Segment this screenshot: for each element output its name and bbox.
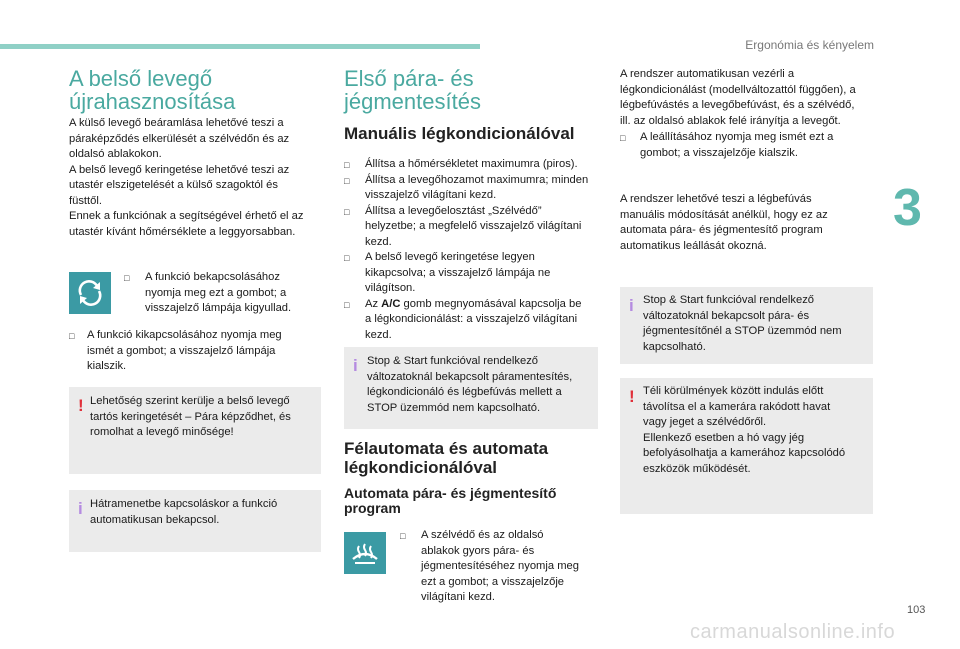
ac-bullet-line: Az A/C gomb megnyomásával kapcsolja be [365,297,582,310]
col1-title: A belső levegő újrahasznosítása [69,66,236,114]
bullet-marker-icon: □ [400,531,406,541]
info-icon: i [78,499,83,518]
recirc-off-bullet: □ A funkció kikapcsolásához nyomja meg ismét a gombot; a visszajelző lámpája kialszik. [69,329,282,372]
list-item: □ A belső levegő keringetése legyen kikapcsolva; a visszajelző lámpája ne világítson. [344,251,551,294]
defrost-stop-start-info-box: i Stop & Start funkcióval rendelkező változatoknál bekapcsolt pára- és jégmentesítőnél a STOP üzemmód nem kapcsolható. [620,287,873,364]
bullet-marker-icon: □ [344,160,350,170]
col2-title: Első pára- és jégmentesítés [344,66,481,114]
stop-start-info-box: i Stop & Start funkcióval rendelkező változatoknál bekapcsolt páramentesítés, légkondicionáló és légbefúvás mellett a STOP üzemmód nem kapcsolható. [344,347,598,429]
windshield-defrost-icon [344,532,386,574]
bullet-marker-icon: □ [344,299,350,310]
air-recirculation-icon [69,272,111,314]
warning-icon: ! [629,387,635,406]
col1-intro: A külső levegő beáramlása lehetővé teszi a páraképződés elkerülését a szélvédőn és az oldalsó ablakokon. A belső levegő keringetése lehetővé teszi az utastér elszigetelését a külső szagoktól és füsttől. Ennek a funkciónak a segítségével érhető el az utastér kívánt hőmérséklete a leggyorsabban. [69,117,304,238]
list-item: □ Állítsa a levegőhozamot maximumra; minden visszajelző világítani kezd. [344,173,589,201]
auto-defrost-heading: Automata pára- és jégmentesítő program [344,485,557,516]
reverse-info-box: i Hátramenetbe kapcsoláskor a funkció automatikusan bekapcsol. [69,490,321,552]
warning-icon: ! [78,396,84,415]
auto-system-description: A rendszer automatikusan vezérli a légkondicionálást (modellváltozattól függően), a légbefúvástés a levegőbefúvást, és a szélvédő, ill. az oldalsó ablakok felé irányítja a levegőt. [620,68,856,127]
info-icon: i [629,296,634,315]
auto-defrost-bullet: □ A szélvédő és az oldalsó ablakok gyors pára- és jégmentesítéséhez nyomja meg ezt a gombot; a visszajelzője világítani kezd. [400,529,579,603]
bullet-marker-icon: □ [344,206,350,217]
page-number: 103 [907,604,926,616]
watermark-text: carmanualsonline.info [690,621,896,643]
bullet-marker-icon: □ [69,331,75,341]
chapter-number: 3 [893,179,922,237]
recirc-warning-box: ! Lehetőség szerint kerülje a belső levegő tartós keringetését – Pára képződhet, és romolhat a levegő minősége! [69,387,321,474]
bullet-marker-icon: □ [620,133,626,143]
manual-bullets [344,157,604,343]
list-item: □ Az A/C gomb megnyomásával kapcsolja be a légkondicionálást: a visszajelző világítani kezd. [344,297,604,344]
bullet-marker-icon: □ [344,253,350,263]
section-header: Ergonómia és kényelem [745,38,874,52]
recirc-on-bullet: □ A funkció bekapcsolásához nyomja meg ezt a gombot; a visszajelző lámpája kigyullad. [124,271,292,314]
auto-off-bullet: □ A leállításához nyomja meg ismét ezt a gombot; a visszajelzője kialszik. [620,131,834,159]
bullet-marker-icon: □ [124,273,130,283]
winter-camera-warning-box: ! Téli körülmények között indulás előtt távolítsa el a kamerára rakódott havat vagy jeget a szélvédőről. Ellenkező esetben a hó vagy jég befolyásolhatja a kamerához kapcsolódó eszközök működését. [620,378,873,514]
header-accent-bar [0,44,480,49]
info-icon: i [353,356,358,375]
bullet-marker-icon: □ [344,175,350,186]
manual-override-description: A rendszer lehetővé teszi a légbefúvás manuális módosítását anélkül, hogy ez az automata pára- és jégmentesítő program automatikus leállását okozná. [620,193,828,252]
list-item: □ Állítsa a levegőelosztást „Szélvédő” helyzetbe; a megfelelő visszajelző világítani kezd. [344,204,582,248]
list-item: □ Állítsa a hőmérsékletet maximumra (piros). [344,157,604,173]
manual-ac-heading: Manuális légkondicionálóval [344,124,575,143]
semi-auto-heading: Félautomata és automata légkondicionálóval [344,439,549,477]
